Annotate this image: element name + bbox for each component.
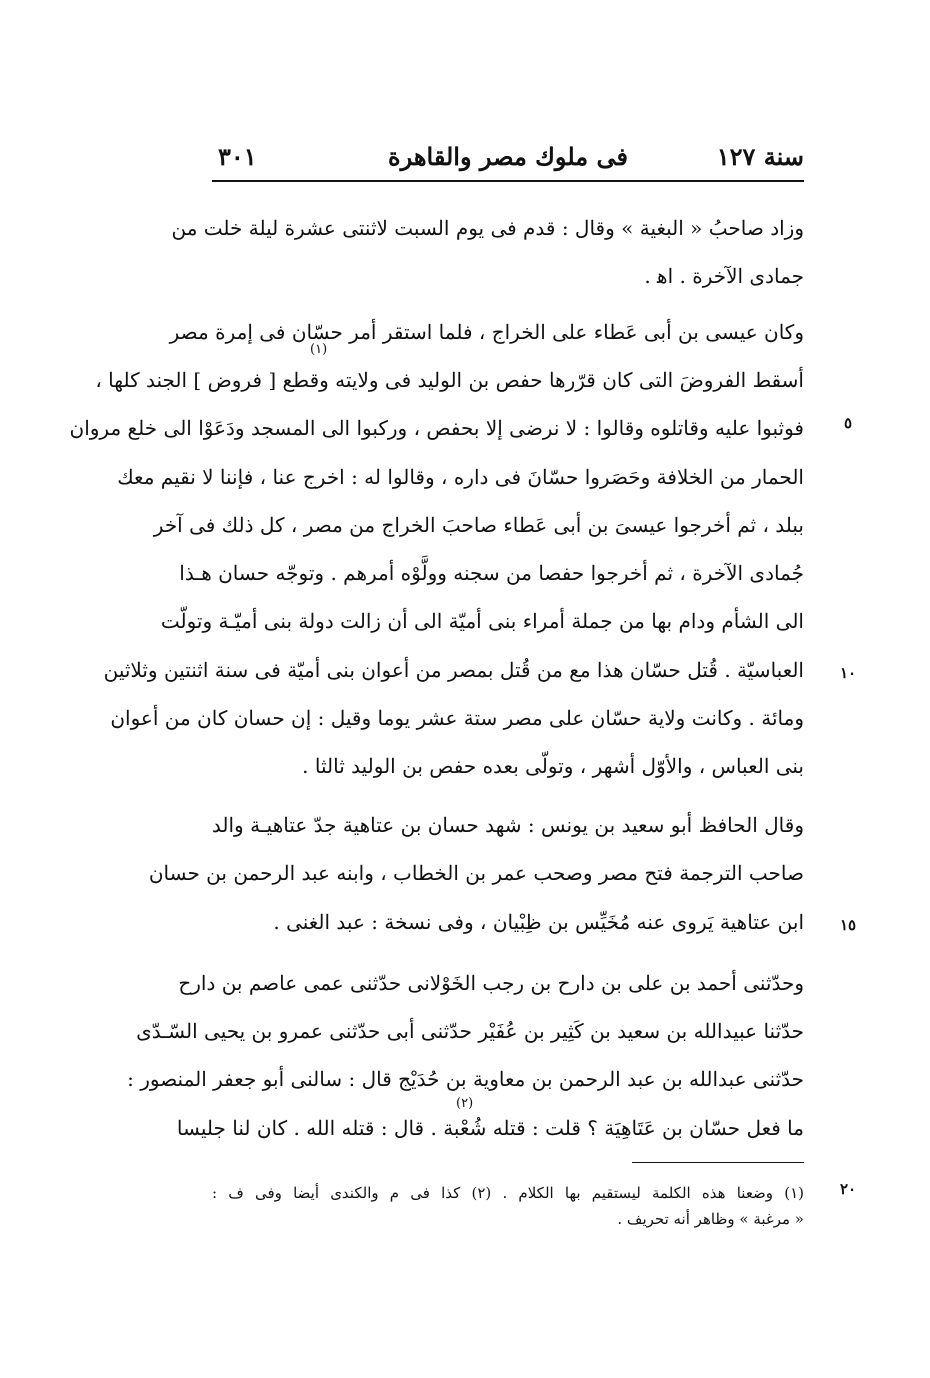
text-line: بنى العباس ، والأوّل أشهر ، وتولّى بعده حفص بن الوليد ثالثا . (302, 754, 804, 778)
text-line: الحمار من الخلافة وحَصَروا حسّانَ فى داره ، وقالوا له : اخرج عنا ، فإننا لا نقيم معك (117, 465, 804, 489)
footnote-line: « مرغبة » وظاهر أنه تحريف . (617, 1210, 804, 1228)
footnote-marker: (٢) (456, 1096, 474, 1111)
footnote-line: (١) وضعنا هذه الكلمة ليستقيم بها الكلام . (٢) كذا فى م والكندى أيضا وفى ف : (212, 1184, 805, 1202)
footnote-rule (632, 1162, 804, 1163)
text-line: صاحب الترجمة فتح مصر وصحب عمر بن الخطاب ، وابنه عبد الرحمن بن حسان (148, 861, 804, 885)
text-line: وحدّثنى أحمد بن على بن دارح بن رجب الخَوْلانى حدّثنى عمى عاصم بن دارح (178, 971, 804, 995)
text-line: حدّثنى عبدالله بن عبد الرحمن بن معاوية بن حُدَيْج قال : سالنى أبو جعفر المنصور : (127, 1067, 804, 1091)
header-title: فى ملوك مصر والقاهرة (388, 142, 628, 171)
line-number: ٥ (843, 414, 853, 432)
text-line: الى الشأم ودام بها من جملة أمراء بنى أميّة الى أن زالت دولة بنى أميّـة وتولّت (160, 609, 804, 633)
text-line: العباسيّة . قُتل حسّان هذا مع من قُتل بمصر من أعوان بنى أميّة فى سنة اثنتين وثلاثين (103, 658, 804, 682)
text-line: وقال الحافظ أبو سعيد بن يونس : شهد حسان بن عتاهية جدّ عتاهيـة والد (211, 813, 804, 837)
header-rule (212, 180, 804, 182)
text-line: وزاد صاحبُ « البغية » وقال : قدم فى يوم السبت لاثنتى عشرة ليلة خلت من (171, 216, 804, 240)
footnote-marker: (١) (310, 342, 328, 357)
line-number: ٢٠ (839, 1180, 857, 1198)
text-line: فوثبوا عليه وقاتلوه وقالوا : لا نرضى إلا بحفص ، وركبوا الى المسجد ودَعَوْا الى خلع مروان (69, 416, 804, 440)
text-line: جمادى الآخرة . اﻫ . (644, 264, 804, 288)
line-number: ١٥ (839, 916, 857, 934)
text-line: وكان عيسى بن أبى عَطاء على الخراج ، فلما استقر أمر حسّان فى إمرة مصر (169, 320, 804, 344)
text-line: أسقط الفروضَ التى كان قرّرها حفص بن الوليد فى ولايته وقطع [ فروض ] الجند كلها ، (95, 368, 804, 392)
running-header (212, 138, 804, 178)
text-line: جُمادى الآخرة ، ثم أخرجوا حفصا من سجنه وولَّوْه أمرهم . وتوجّه حسان هـذا (179, 561, 804, 585)
text-line: ببلد ، ثم أخرجوا عيسىَ بن أبى عَطاء صاحبَ الخراج من مصر ، كل ذلك فى آخر (153, 513, 804, 537)
header-page-number: ٣٠١ (218, 142, 257, 171)
text-line: حدّثنا عبيدالله بن سعيد بن كَثِير بن عُفَيْر حدّثنى أبى حدّثنى عمرو بن يحيى السّـدّى (136, 1019, 804, 1043)
text-line: ابن عتاهية يَروى عنه مُخَيِّس بن ظِبْيان ، وفى نسخة : عبد الغنى . (273, 910, 804, 934)
text-line: ما فعل حسّان بن عَتَاهِيَة ؟ قلت : قتله شُعْبة . قال : قتله الله . كان لنا جليسا (176, 1116, 804, 1140)
header-year: سنة ١٢٧ (716, 142, 804, 171)
line-number: ١٠ (839, 664, 857, 682)
text-line: ومائة . وكانت ولاية حسّان على مصر ستة عشر يوما وقيل : إن حسان كان من أعوان (110, 706, 804, 730)
